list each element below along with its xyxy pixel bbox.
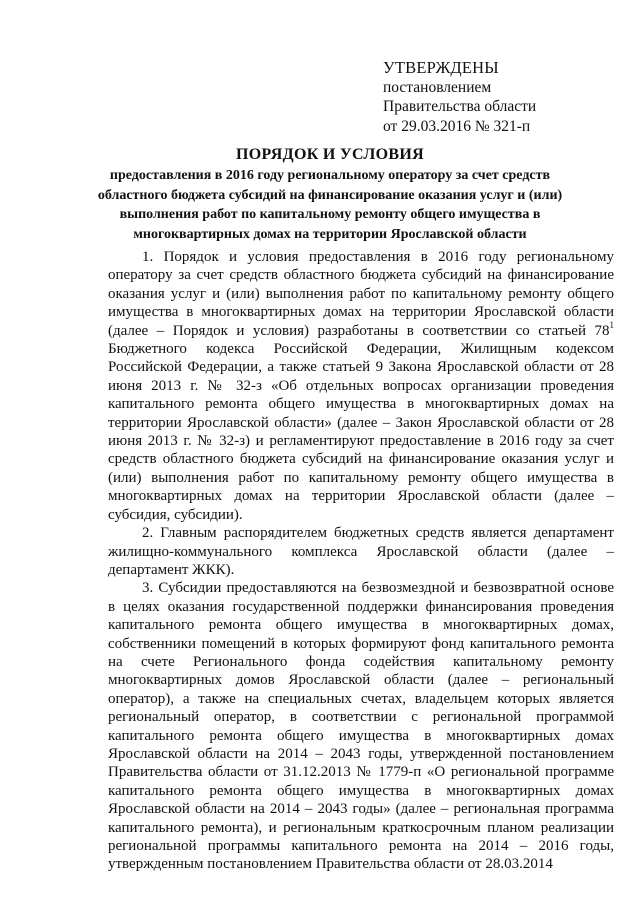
superscript: 1 [609,319,614,330]
approval-date-line: от 29.03.2016 № 321-п [383,117,531,135]
paragraph-1-text: 1. Порядок и условия предоставления в 2016 году региональному оператору за счет средств областного бюджета субсидий на финансирование оказания услуг и (или) выполнения работ по капитальному ремонту общего имущества в многоквартирных домах на территории Ярославской области (далее – Порядок и условия) разработаны в соответствии со статьей 78 [108,249,614,339]
paragraph-1-text-cont: Бюджетного кодекса Российской Федерации, Жилищным кодексом Российской Федерации, а также статьей 9 Закона Ярославской области от 28 июня 2013 г. № 32-з «Об отдельных вопросах организации проведения капитального ремонта общего имущества в многоквартирных домах на территории Ярославской области» (далее – Закон Ярославской области от 28 июня 2013 г. № 32-з) и регламентируют предоставление в 2016 году за счет средств областного бюджета субсидий на финансирование оказания услуг и (или) выполнения работ по капитальному ремонту общего имущества в многоквартирных домах на территории Ярославской области (далее – субсидия, субсидии). [108,341,614,523]
paragraph-2: 2. Главным распорядителем бюджетных средств является департамент жилищно-коммунального комплекса Ярославской области (далее – департамент ЖКК). [108,525,614,578]
approval-heading: УТВЕРЖДЕНЫ [383,58,499,77]
approval-line: постановлением [383,79,492,97]
document-subtitle: предоставления в 2016 году региональному оператору за счет средств областного бюджета субсидий на финансирование оказания услуг и (или) выполнения работ по капитальному ремонту общего имущества в многоквартирных домах на территории Ярославской области [97,168,563,242]
document-body [108,248,614,874]
approval-block [383,58,628,136]
document-title: ПОРЯДОК И УСЛОВИЯ [236,146,424,163]
approval-line: Правительства области [383,98,537,116]
paragraph-3: 3. Субсидии предоставляются на безвозмездной и безвозвратной основе в целях оказания государственной поддержки финансирования проведения капитального ремонта общего имущества в многоквартирных домах, собственники помещений в которых формируют фонд капитального ремонта на счете Регионального фонда содействия капитальному ремонту многоквартирных домов Ярославской области (далее – региональный оператор), а также на специальных счетах, владельцем которых является региональный оператор, в соответствии с региональной программой капитального ремонта общего имущества в многоквартирных домах Ярославской области на 2014 – 2043 годы, утвержденной постановлением Правительства области от 31.12.2013 № 1779-п «О региональной программе капитального ремонта общего имущества в многоквартирных домах Ярославской области на 2014 – 2043 годы» (далее – региональная программа капитального ремонта), и региональным краткосрочным планом реализации региональной программы капитального ремонта на 2014 – 2016 годы, утвержденным постановлением Правительства области от 28.03.2014 [108,580,614,873]
paragraph-1 [108,248,614,524]
